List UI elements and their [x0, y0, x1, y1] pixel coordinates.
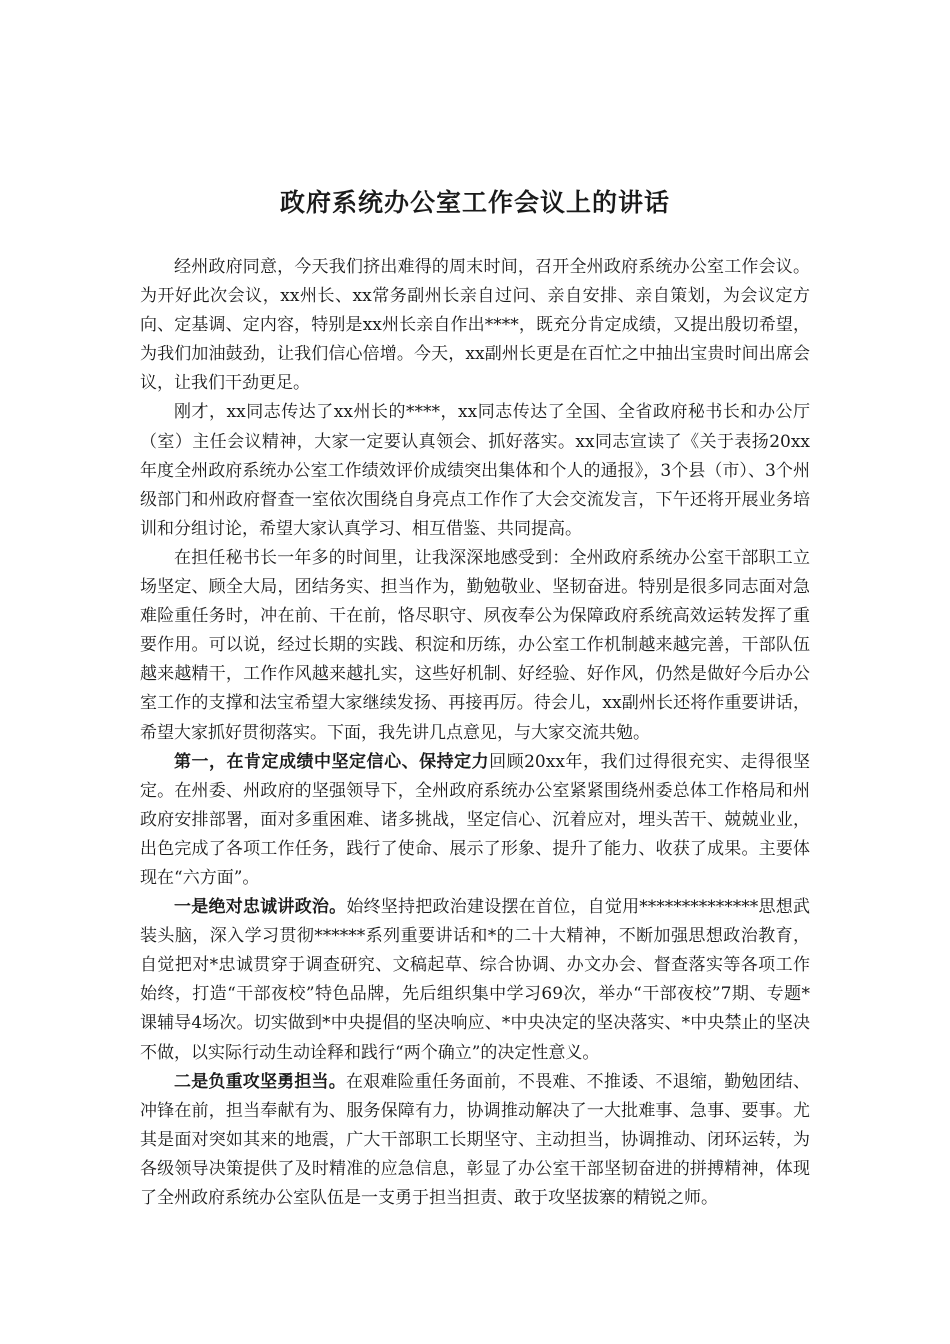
paragraph-5: [140, 893, 810, 1068]
paragraph-3: [140, 544, 810, 748]
paragraph-6: [140, 1068, 810, 1213]
paragraph-text: 刚才，xx同志传达了xx州长的****，xx同志传达了全国、全省政府秘书长和办公厅（室）主任会议精神，大家一定要认真领会、抓好落实。xx同志宣读了《关于表扬20xx年度全州政府系统办公室工作绩效评价成绩突出集体和个人的通报》，3个县（市）、3个州级部门和州政府督查一室依次围绕自身亮点工作作了大会交流发言，下午还将开展业务培训和分组讨论，希望大家认真学习、相互借鉴、共同提高。: [140, 402, 810, 539]
paragraph-lead: 二是负重攻坚勇担当。: [174, 1071, 346, 1092]
document-title: 政府系统办公室工作会议上的讲话: [279, 188, 670, 217]
document-body: [140, 253, 810, 1213]
paragraph-text: 回顾20xx年，我们过得很充实、走得很坚定。在州委、州政府的坚强领导下，全州政府系统办公室紧紧围绕州委总体工作格局和州政府安排部署，面对多重困难、诸多挑战，坚定信心、沉着应对，埋头苦干、兢兢业业，出色完成了各项工作任务，践行了使命、展示了形象、提升了能力、收获了成果。主要体现在“六方面”。: [140, 751, 811, 888]
paragraph-4: [140, 748, 810, 893]
paragraph-lead: 一是绝对忠诚讲政治。: [174, 897, 347, 918]
paragraph-text: 经州政府同意，今天我们挤出难得的周末时间，召开全州政府系统办公室工作会议。为开好此次会议，xx州长、xx常务副州长亲自过问、亲自安排、亲自策划，为会议定方向、定基调、定内容，特别是xx州长亲自作出****，既充分肯定成绩，又提出殷切希望，为我们加油鼓劲，让我们信心倍增。今天，xx副州长更是在百忙之中抽出宝贵时间出席会议，让我们干劲更足。: [140, 257, 810, 394]
paragraph-lead: 第一，在肯定成绩中坚定信心、保持定力: [174, 751, 490, 772]
paragraph-2: [140, 398, 810, 543]
paragraph-text: 在艰难险重任务面前，不畏难、不推诿、不退缩，勤勉团结、冲锋在前，担当奉献有为、服务保障有力，协调推动解决了一大批难事、急事、要事。尤其是面对突如其来的地震，广大干部职工长期坚守、主动担当，协调推动、闭环运转，为各级领导决策提供了及时精准的应急信息，彰显了办公室干部坚韧奋进的拼搏精神，体现了全州政府系统办公室队伍是一支勇于担当担责、敢于攻坚拔寨的精锐之师。: [140, 1071, 811, 1208]
paragraph-text: 在担任秘书长一年多的时间里，让我深深地感受到：全州政府系统办公室干部职工立场坚定、顾全大局，团结务实、担当作为，勤勉敬业、坚韧奋进。特别是很多同志面对急难险重任务时，冲在前、干在前，恪尽职守、夙夜奉公为保障政府系统高效运转发挥了重要作用。可以说，经过长期的实践、积淀和历练，办公室工作机制越来越完善，干部队伍越来越精干，工作作风越来越扎实，这些好机制、好经验、好作风，仍然是做好今后办公室工作的支撑和法宝希望大家继续发扬、再接再厉。待会儿，xx副州长还将作重要讲话，希望大家抓好贯彻落实。下面，我先讲几点意见，与大家交流共勉。: [140, 547, 810, 743]
paragraph-text: 始终坚持把政治建设摆在首位，自觉用**************思想武装头脑，深入学习贯彻******系列重要讲话和*的二十大精神，不断加强思想政治教育，自觉把对*忠诚贯穿于调查研究、文稿起草、综合协调、办文办会、督查落实等各项工作始终，打造“干部夜校”特色品牌，先后组织集中学习69次，举办“干部夜校”7期、专题*课辅导4场次。切实做到*中央提倡的坚决响应、*中央决定的坚决落实、*中央禁止的坚决不做，以实际行动生动诠释和践行“两个确立”的决定性意义。: [140, 897, 811, 1063]
paragraph-1: [140, 253, 810, 398]
